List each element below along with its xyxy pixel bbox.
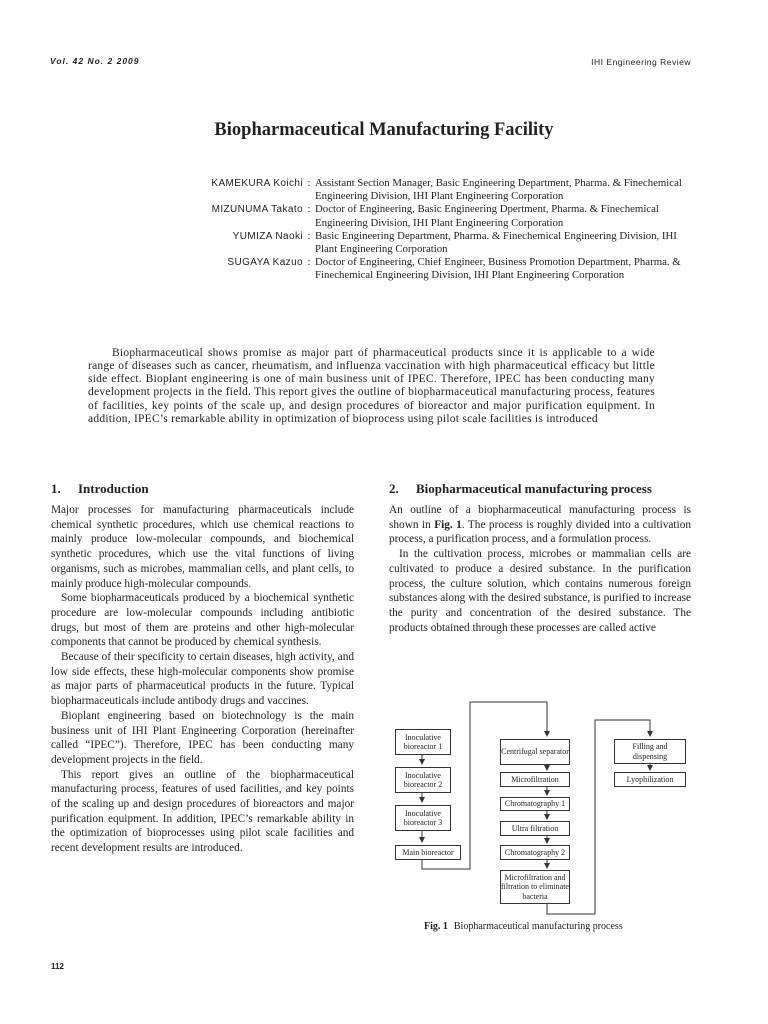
flow-step-main-bioreactor: Main bioreactor [395, 845, 461, 860]
figure-caption-text: Biopharmaceutical manufacturing process [453, 921, 623, 932]
paragraph: This report gives an outline of the biopharmaceutical manufacturing process, features of used facilities, and key points of the scaling up and design procedures of bioreactors and major purification equipment. In addition, IPEC’s remarkable ability in the optimization of bioprocesses using pilot scale facilities and recent development results are introduced. [51, 768, 354, 855]
figure-caption [424, 921, 623, 932]
section-number: 2. [389, 481, 399, 496]
flow-step-inoculative-bioreactor-1: Inoculative bioreactor 1 [395, 729, 451, 755]
author-affiliation: Doctor of Engineering, Chief Engineer, Business Promotion Department, Pharma. & Finechemical Engineering Division, IHI Plant Engineering Corporation [315, 256, 681, 282]
process-flow-figure [385, 698, 705, 938]
author-list [150, 177, 695, 283]
section-heading [51, 481, 354, 496]
page-number: 112 [51, 962, 64, 971]
flow-step-chromatography-2: Chromatography 2 [500, 845, 570, 860]
author-row: MIZUNUMA Takato : Doctor of Engineering, Basic Engineering Dpertment, Pharma. & Finechemical Engineering Division, IHI Plant Engineering Corporation [150, 203, 695, 229]
paragraph: Bioplant engineering based on biotechnology is the main business unit of IHI Plant Engineering Corporation (hereinafter called “IPEC”). Therefore, IPEC has been conducting many development projects in the field. [51, 709, 354, 766]
flow-step-filling-dispensing: Filling and dispensing [614, 739, 686, 764]
paragraph: In the cultivation process, microbes or mammalian cells are cultivated to produce a desired substance. In the purification process, the culture solution, which contains numerous foreign substances along with the desired substance, is purified to increase the purity and concentration of the desired substance. The products obtained through these processes are called active [389, 548, 691, 634]
section-number: 1. [51, 481, 61, 496]
paper-title: Biopharmaceutical Manufacturing Facility [214, 120, 554, 140]
paragraph: An outline of a biopharmaceutical manufacturing process is shown in Fig. 1. The process is roughly divided into a cultivation process, a purification process, and a formulation process. [389, 504, 691, 546]
author-row: SUGAYA Kazuo : Doctor of Engineering, Chief Engineer, Business Promotion Department, Pharma. & Finechemical Engineering Division, IHI Plant Engineering Corporation [150, 256, 695, 282]
right-column [389, 481, 691, 635]
author-affiliation: Basic Engineering Department, Pharma. & Finechemical Engineering Division, IHI Plant Engineering Corporation [315, 229, 677, 256]
author-row: YUMIZA Naoki : Basic Engineering Department, Pharma. & Finechemical Engineering Division, IHI Plant Engineering Corporation [150, 230, 695, 256]
figure-reference[interactable]: Fig. 1 [434, 518, 462, 531]
author-name: YUMIZA Naoki [232, 230, 303, 242]
author-affiliation: Doctor of Engineering, Basic Engineering Dpertment, Pharma. & Finechemical Engineering Division, IHI Plant Engineering Corporation [315, 203, 659, 229]
figure-label: Fig. 1 [424, 921, 448, 932]
paragraph: Some biopharmaceuticals produced by a biochemical synthetic procedure are low-molecular compounds including antibiotic drugs, but most of them are proteins and other high-molecular components that cannot be produced by chemical synthesis. [51, 592, 354, 649]
section-title: Biopharmaceutical manufacturing process [416, 481, 652, 496]
flow-step-chromatography-1: Chromatography 1 [500, 797, 570, 811]
section-heading [389, 481, 691, 496]
abstract: Biopharmaceutical shows promise as major part of pharmaceutical products since it is applicable to a wide range of diseases such as cancer, rheumatism, and influenza vaccination with high pharmaceutical efficacy but little side effect. Bioplant engineering is one of main business unit of IPEC. Therefore, IPEC has been conducting many development projects in the field. This report gives the outline of biopharmaceutical manufacturing process, features of facilities, key points of the scale up, and design procedures of bioreactor and major purification equipment. In addition, IPEC’s remarkable ability in optimization of bioprocess using pilot scale facilities is introduced [88, 346, 655, 425]
journal-name: IHI Engineering Review [591, 57, 691, 67]
paragraph: Because of their specificity to certain diseases, high activity, and low side effects, these high-molecular components show promise as major parts of pharmaceutical products in the future. Typical biopharmaceuticals include antibody drugs and vaccines. [51, 651, 354, 708]
flow-step-centrifugal-separator: Centrifugal separator [500, 739, 570, 765]
author-name: KAMEKURA Koichi [211, 178, 303, 189]
author-affiliation: Assistant Section Manager, Basic Engineering Department, Pharma. & Finechemical Engineering Division, IHI Plant Engineering Corporation [315, 177, 682, 203]
flow-step-microfiltration: Microfiltration [500, 772, 570, 787]
flow-step-inoculative-bioreactor-2: Inoculative bioreactor 2 [395, 767, 451, 793]
author-name: MIZUNUMA Takato [211, 204, 303, 216]
author-row: KAMEKURA Koichi : Assistant Section Manager, Basic Engineering Department, Pharma. & Finechemical Engineering Division, IHI Plant Engineering Corporation [150, 177, 695, 203]
journal-issue: Vol. 42 No. 2 2009 [50, 56, 140, 66]
section-title: Introduction [78, 481, 149, 496]
flow-step-lyophilization: Lyophilization [614, 772, 686, 787]
author-name: SUGAYA Kazuo [227, 257, 303, 269]
flow-step-inoculative-bioreactor-3: Inoculative bioreactor 3 [395, 805, 451, 831]
flow-step-microfiltration-eliminate-bacteria: Microfiltration and filtration to eliminate bacteria [500, 870, 570, 904]
left-column [51, 481, 354, 856]
paragraph: Major processes for manufacturing pharmaceuticals include chemical synthetic procedures, which use chemical reactions to mainly produce low-molecular compounds, and biochemical synthetic procedures, which use the vital functions of living organisms, such as microbes, mammalian cells, and plant cells, to mainly produce high-molecular compounds. [51, 504, 354, 590]
flow-step-ultra-filtration: Ultra filtration [500, 821, 570, 836]
